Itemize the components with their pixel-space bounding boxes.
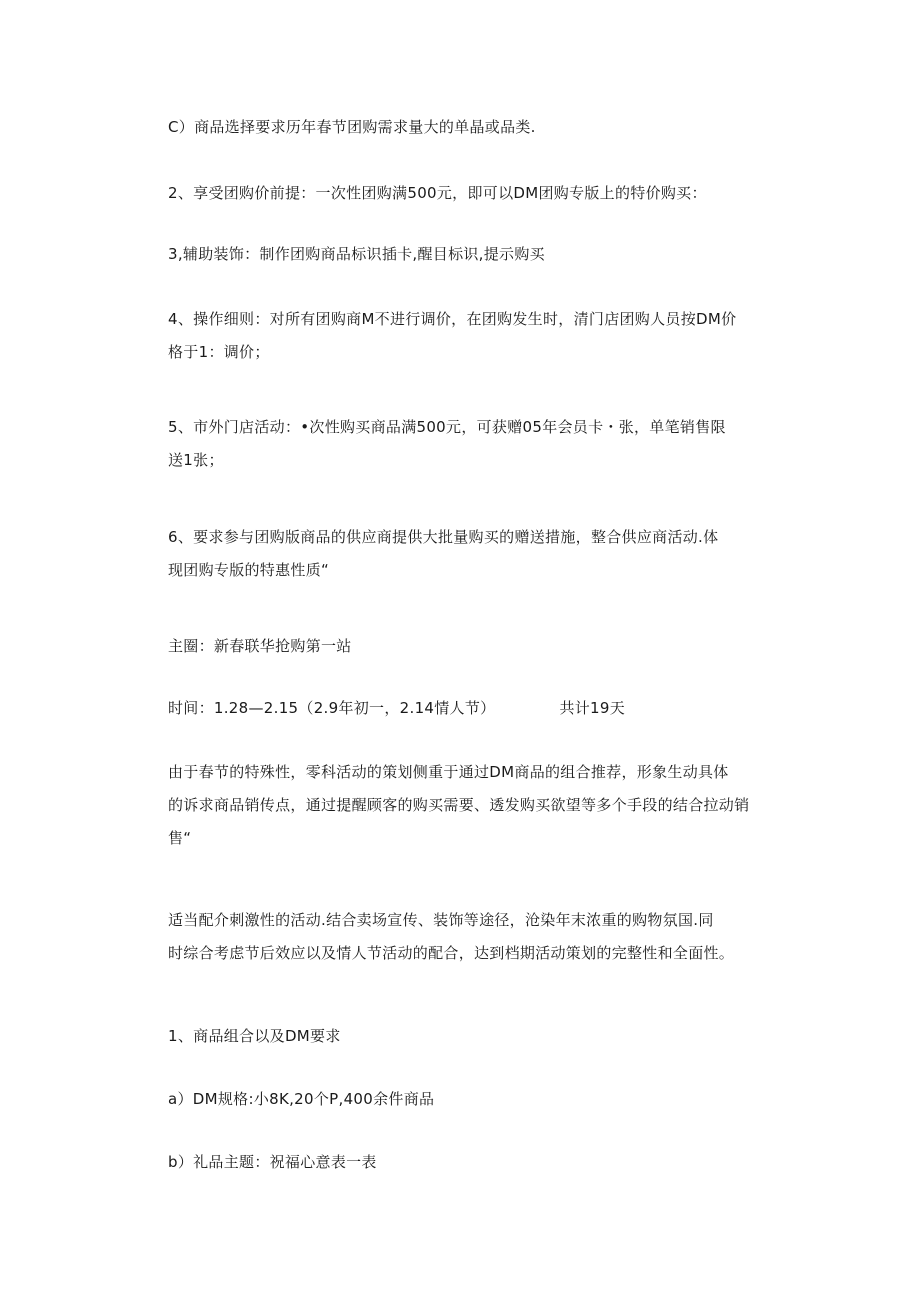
text-line: 5、市外门店活动：•次性购买商品满500元，可获赠05年会员卡・张，单笔销售限 bbox=[168, 418, 726, 436]
text-line: 现团购专版的特惠性质“ bbox=[168, 561, 330, 579]
paragraph-stimulating-activities bbox=[168, 904, 790, 970]
paragraph-time bbox=[168, 692, 790, 725]
paragraph-decoration bbox=[168, 238, 790, 271]
text-line: b）礼品主题：祝福心意表一表 bbox=[168, 1153, 377, 1171]
paragraph-group-price-condition bbox=[168, 177, 790, 210]
text-line: a）DM规格:小8K,20个P,400余件商品 bbox=[168, 1090, 435, 1108]
text-line: 售“ bbox=[168, 829, 192, 847]
paragraph-supplier-requirements bbox=[168, 521, 790, 587]
text-line: 由于春节的特殊性，零科活动的策划侧重于通过DM商品的组合推荐，形象生动具体 bbox=[168, 763, 729, 781]
text-line: 6、要求参与团购版商品的供应商提供大批量购买的赠送措施，整合供应商活动.体 bbox=[168, 528, 719, 546]
text-line: 时综合考虑节后效应以及情人节活动的配合，达到档期活动策划的完整性和全面性。 bbox=[168, 944, 735, 962]
paragraph-external-store-activity bbox=[168, 411, 790, 477]
paragraph-dm-spec bbox=[168, 1083, 790, 1116]
total-days-text: 共计19天 bbox=[559, 699, 626, 717]
text-line: 格于1：调价； bbox=[168, 343, 270, 361]
text-line: 适当配介刺激性的活动.结合卖场宣传、装饰等途径，沧染年末浓重的购物氛国.同 bbox=[168, 911, 714, 929]
text-line: C）商品选择要求历年春节团购需求量大的单晶或品类. bbox=[168, 118, 536, 136]
text-line: 送1张； bbox=[168, 451, 224, 469]
text-line: 2、享受团购价前提：一次性团购满500元，即可以DM团购专版上的特价购买： bbox=[168, 184, 707, 202]
text-line: 4、操作细则：对所有团购商M不进行调价，在团购发生时，清门店团购人员按DM价 bbox=[168, 310, 737, 328]
text-line: 3,辅助装饰：制作团购商品标识插卡,醒目标识,提示购买 bbox=[168, 245, 545, 263]
text-line: 的诉求商品销传点，通过提醒顾客的购买需要、透发购买欲望等多个手段的结合拉动销 bbox=[168, 796, 750, 814]
text-line: 主圈：新春联华抢购第一站 bbox=[168, 637, 352, 655]
text-line: 1、商品组合以及DM要求 bbox=[168, 1027, 341, 1045]
paragraph-theme bbox=[168, 630, 790, 663]
paragraph-product-combination bbox=[168, 1020, 790, 1053]
paragraph-spring-festival-strategy bbox=[168, 756, 790, 855]
paragraph-gift-theme bbox=[168, 1146, 790, 1179]
paragraph-operation-rules bbox=[168, 303, 790, 369]
paragraph-product-selection bbox=[168, 111, 790, 144]
time-range-text: 时间：1.28—2.15（2.9年初一，2.14情人节） bbox=[168, 699, 496, 717]
